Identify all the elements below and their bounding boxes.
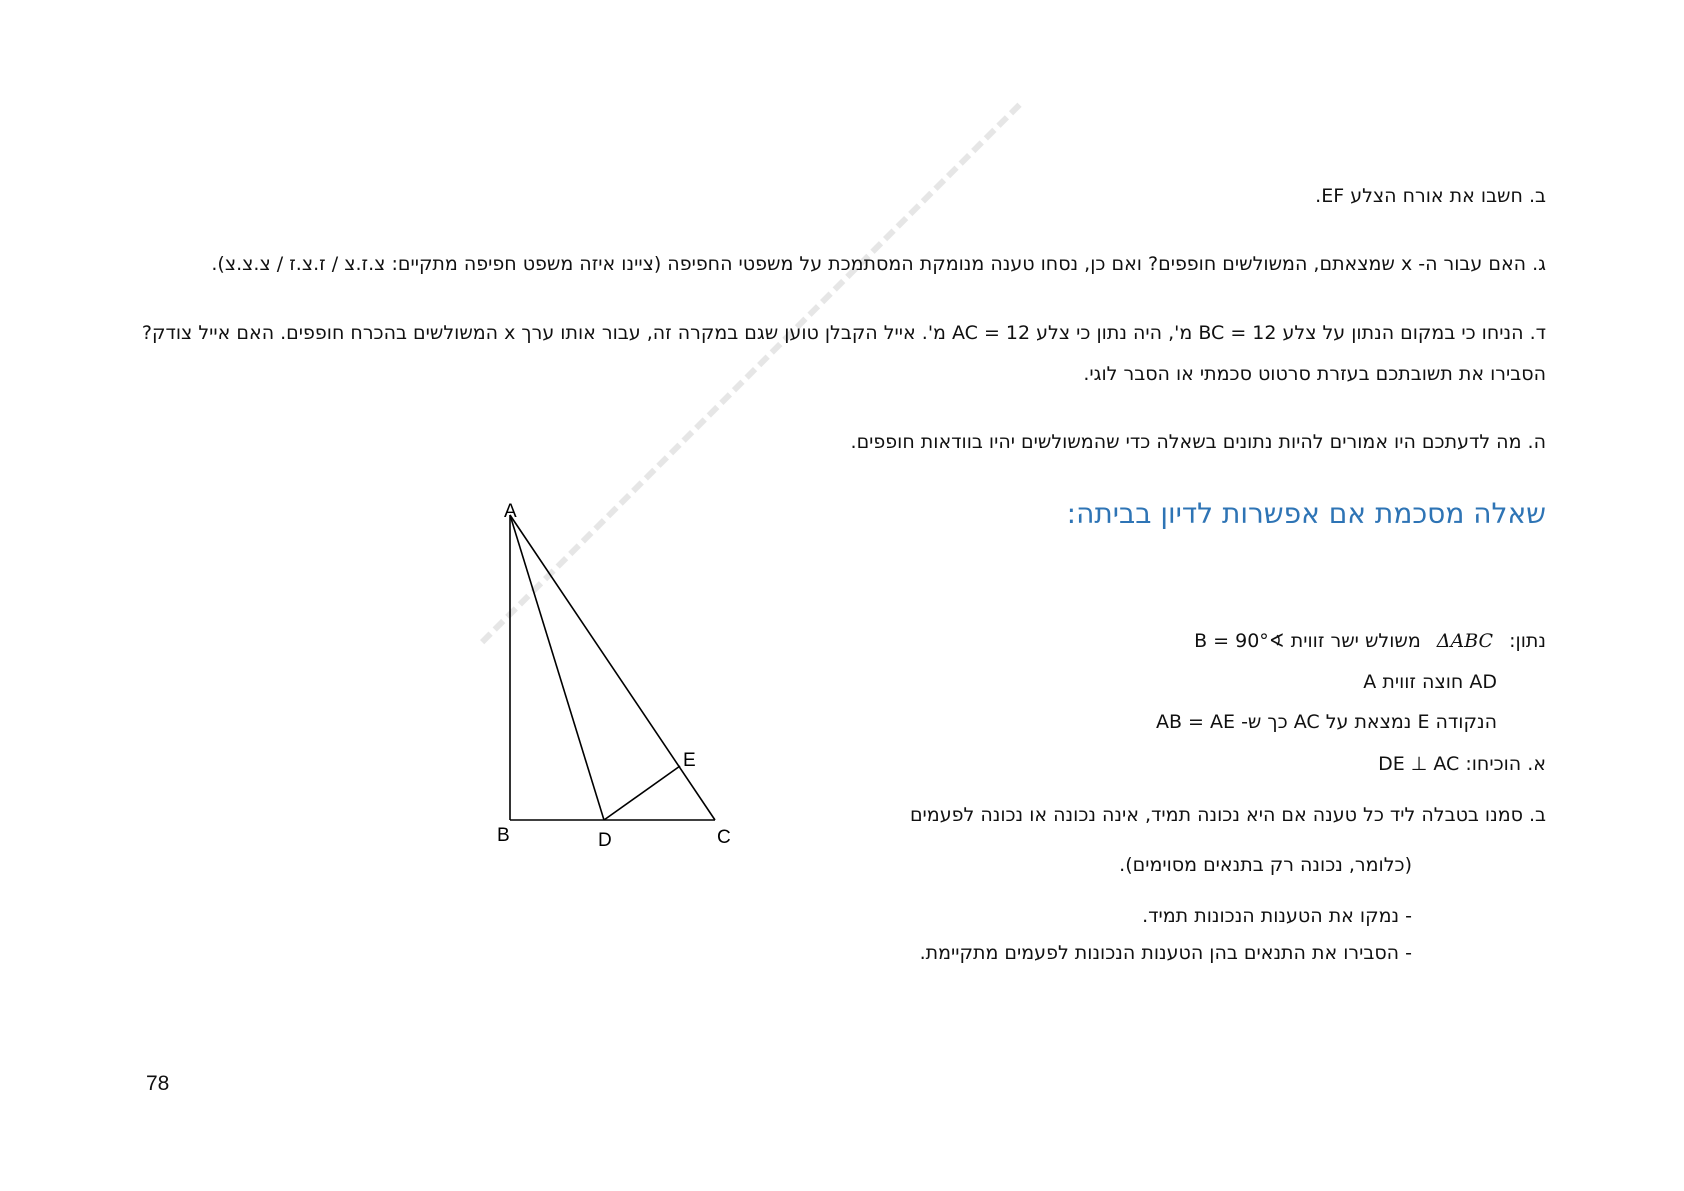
question-d-line1: ד. הניחו כי במקום הנתון על צלע BC = 12 מ', היה נתון כי צלע AC = 12 מ'. אייל הקבלן טוען שגם במקרה זה, עבור אותו ערך x המשולשים בהכרח חופפים. האם אייל צודק? (141, 322, 1546, 344)
label-d: D (598, 830, 612, 851)
given-line (1194, 629, 1546, 653)
given-bisector: AD חוצה זווית A (1363, 671, 1497, 693)
question-b-calc: ב. חשבו את אורח הצלע EF. (1315, 185, 1546, 207)
question-g: ג. האם עבור ה- x שמצאתם, המשולשים חופפים? ואם כן, נסחו טענה מנומקת המסתמכת על משפטי החפיפה (ציינו איזה משפט חפיפה מתקיים: צ.ז.צ / ז.צ.ז / צ.צ.צ). (211, 253, 1546, 275)
given-point-e: הנקודה E נמצאת על AC כך ש- AB = AE (1155, 711, 1497, 733)
question-h: ה. מה לדעתכם היו אמורים להיות נתונים בשאלה כדי שהמשולשים יהיו בוודאות חופפים. (850, 431, 1546, 453)
label-a: A (504, 501, 517, 522)
label-c: C (717, 827, 731, 848)
question-d-line2: הסבירו את תשובתכם בעזרת סרטוט סכמתי או הסבר לוגי. (1083, 363, 1546, 385)
section-heading: שאלה מסכמת אם אפשרות לדיון בביתה: (1066, 497, 1546, 530)
page-number: 78 (146, 1072, 170, 1095)
task-b-mark-line2: (כלומר, נכונה רק בתנאים מסוימים). (1119, 854, 1412, 876)
bullet-explain-sometimes: - הסבירו את התנאים בהן הטענות הנכונות לפעמים מתקיימת. (919, 942, 1412, 964)
triangle-symbol: ΔABC (1436, 630, 1494, 652)
task-a-prove: א. הוכיחו: DE ⊥ AC (1378, 753, 1546, 775)
triangle-figure (480, 495, 760, 855)
right-angle-text: משולש ישר זווית ∢B = 90° (1194, 630, 1421, 652)
label-b: B (497, 825, 510, 846)
bullet-explain-always: - נמקו את הטענות הנכונות תמיד. (1142, 905, 1412, 927)
task-b-mark-line1: ב. סמנו בטבלה ליד כל טענה אם היא נכונה תמיד, אינה נכונה או נכונה לפעמים (909, 804, 1546, 826)
given-label: נתון: (1509, 630, 1546, 652)
segment-de (604, 766, 680, 820)
segment-ad-bisector (510, 515, 604, 820)
label-e: E (683, 750, 696, 771)
segment-ac (510, 515, 715, 820)
